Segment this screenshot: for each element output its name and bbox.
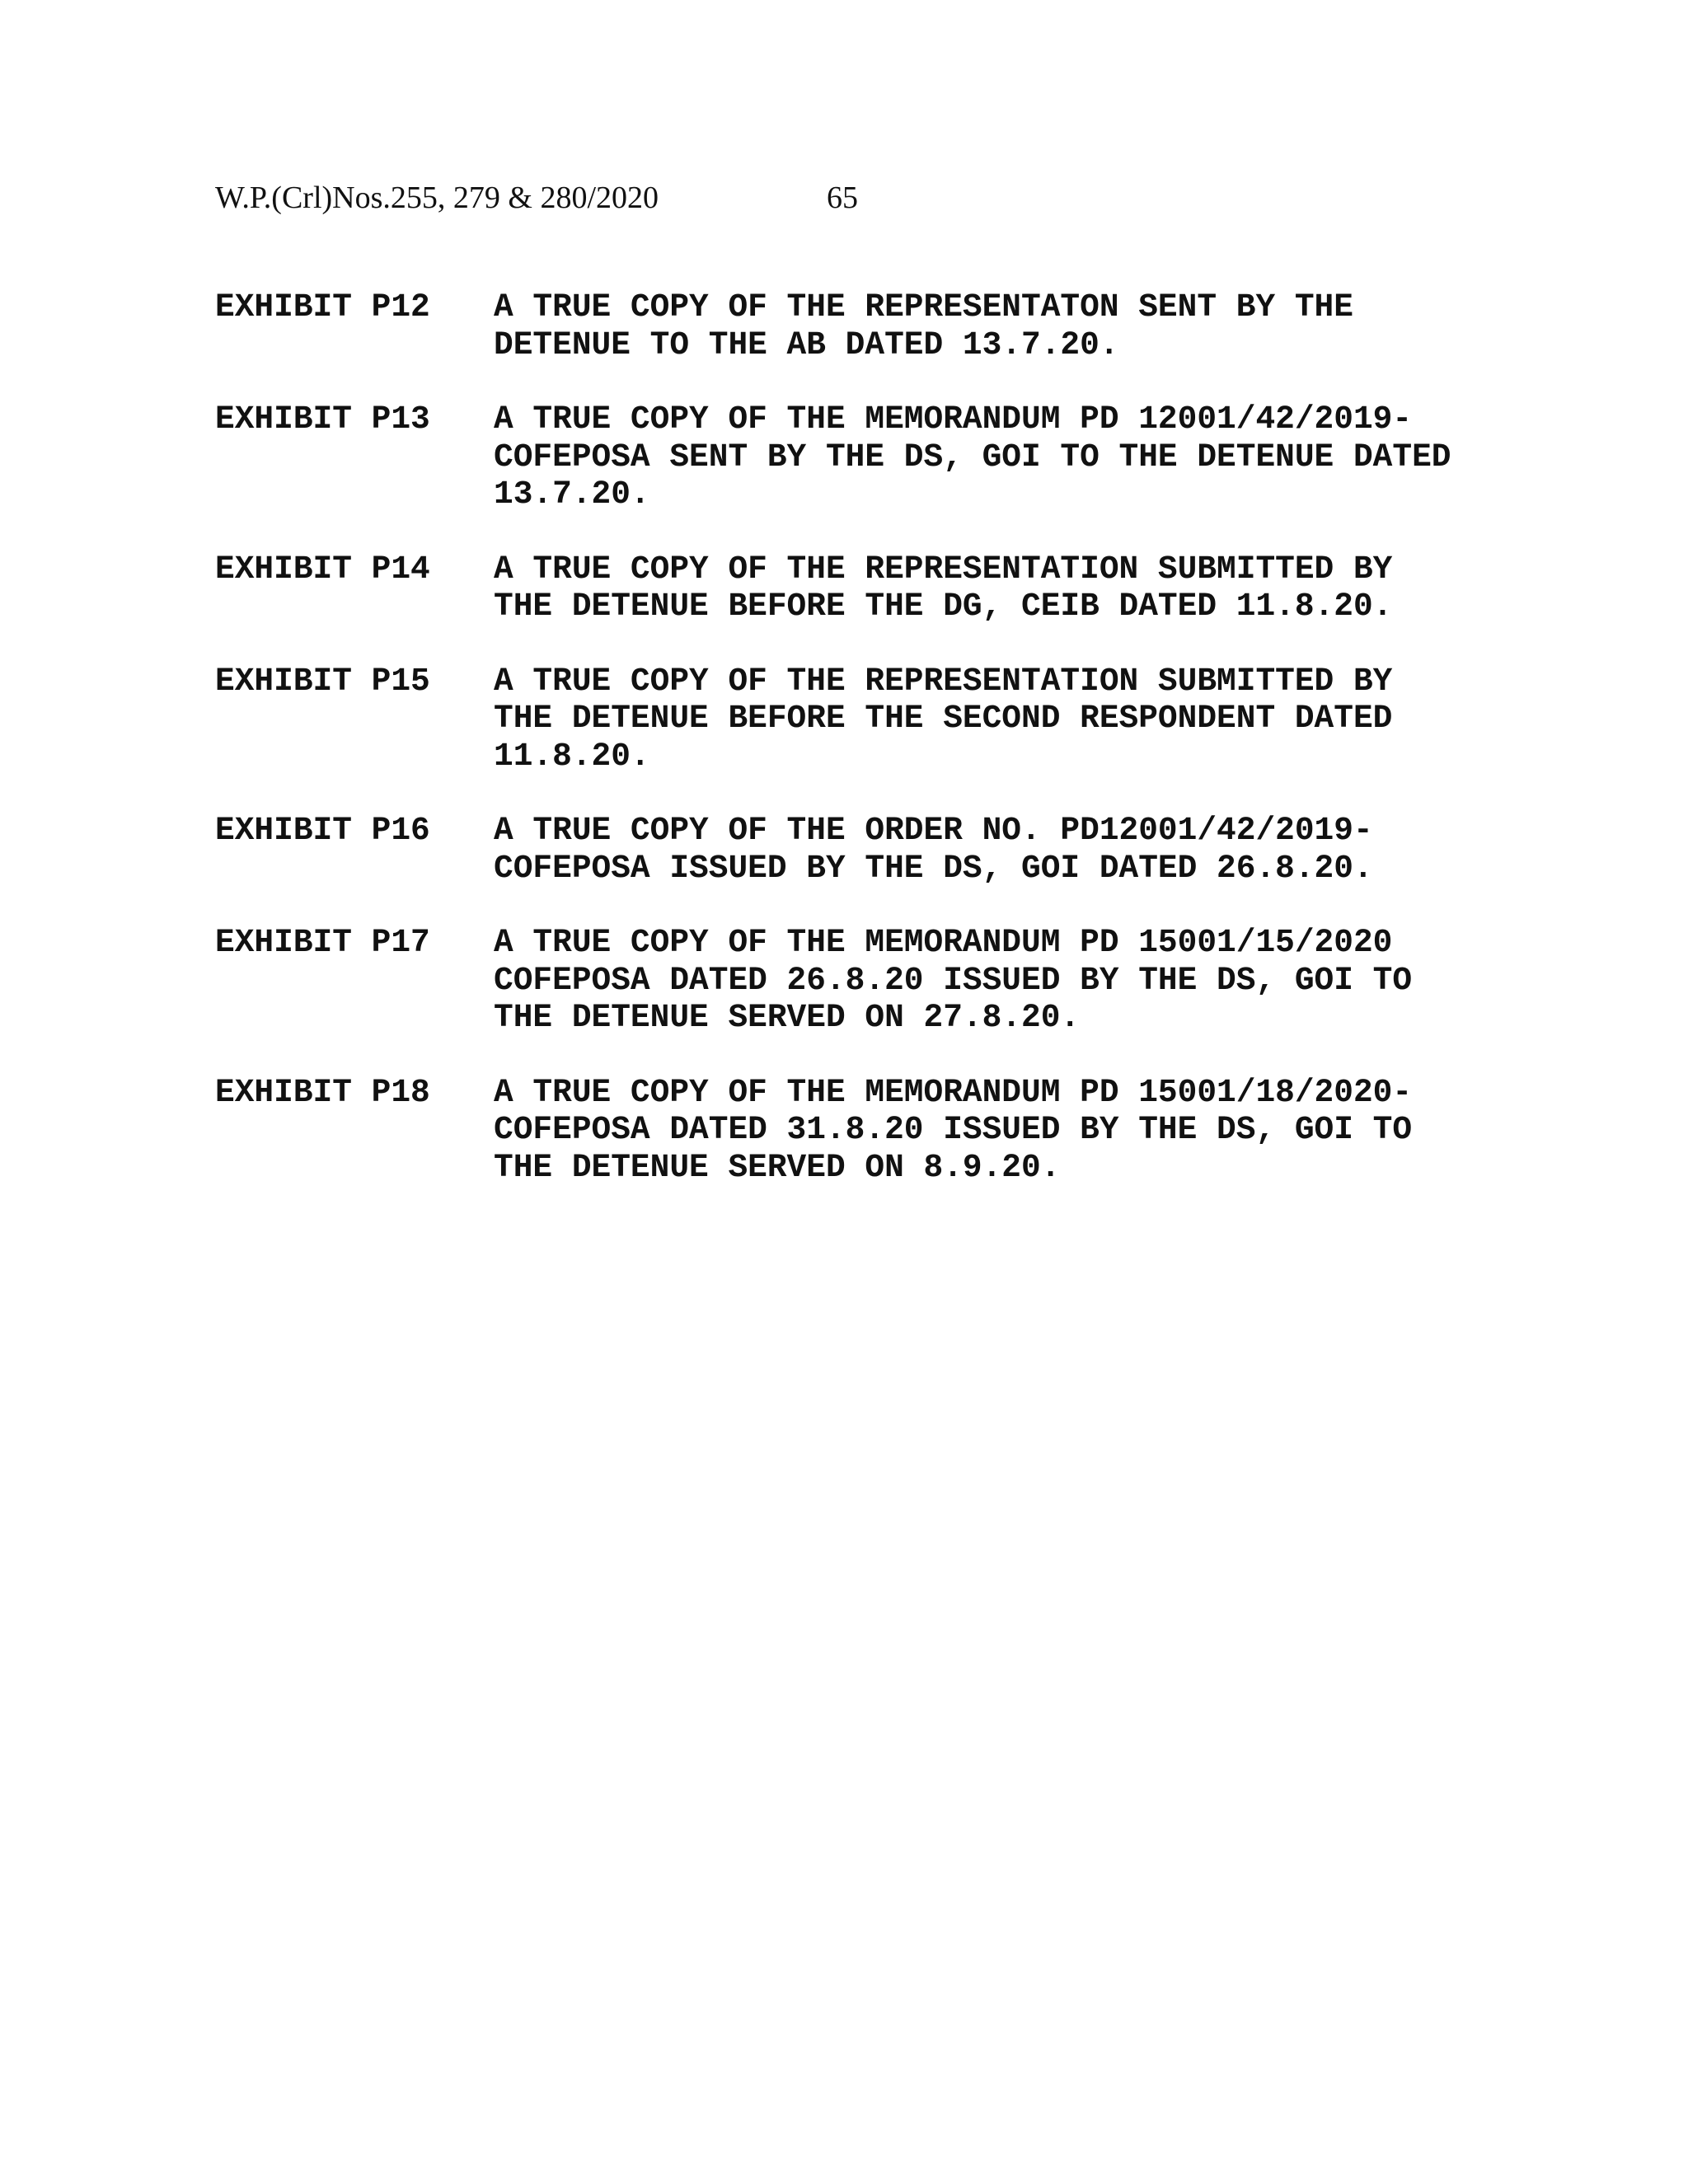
exhibit-entry [215,924,1501,1037]
exhibit-description [494,401,1501,513]
exhibit-label: EXHIBIT P13 [215,401,430,438]
exhibit-description-line: A TRUE COPY OF THE REPRESENTATION SUBMITTED BY [494,550,1393,588]
exhibit-description-line: THE DETENUE BEFORE THE SECOND RESPONDENT DATED [494,700,1393,737]
exhibit-description [494,288,1501,363]
exhibit-description-line: THE DETENUE SERVED ON 8.9.20. [494,1148,1061,1186]
exhibit-description-line: A TRUE COPY OF THE MEMORANDUM PD 15001/18/2020- [494,1073,1413,1111]
exhibit-entry [215,1074,1501,1187]
exhibit-description-line: A TRUE COPY OF THE REPRESENTATON SENT BY THE [494,288,1353,326]
exhibit-label: EXHIBIT P18 [215,1073,430,1111]
exhibit-label: EXHIBIT P15 [215,662,430,700]
exhibit-description-line: THE DETENUE SERVED ON 27.8.20. [494,999,1081,1036]
exhibit-description-line: COFEPOSA DATED 26.8.20 ISSUED BY THE DS, GOI TO [494,961,1413,999]
exhibit-description-line: 13.7.20. [494,476,650,513]
exhibit-label: EXHIBIT P17 [215,924,430,961]
exhibit-description-line: A TRUE COPY OF THE MEMORANDUM PD 12001/42/2019- [494,401,1413,438]
exhibit-entry [215,401,1501,513]
exhibit-description-line: COFEPOSA DATED 31.8.20 ISSUED BY THE DS, GOI TO [494,1111,1413,1148]
exhibit-list [215,288,1501,1223]
exhibit-description-line: COFEPOSA ISSUED BY THE DS, GOI DATED 26.8.20. [494,849,1373,887]
exhibit-description-line: 11.8.20. [494,737,650,775]
exhibit-entry [215,663,1501,776]
exhibit-description-line: COFEPOSA SENT BY THE DS, GOI TO THE DETENUE DATED [494,438,1451,476]
exhibit-entry [215,288,1501,363]
exhibit-entry [215,812,1501,887]
exhibit-description-line: A TRUE COPY OF THE ORDER NO. PD12001/42/2019- [494,812,1373,849]
exhibit-description [494,812,1501,887]
exhibit-description-line: A TRUE COPY OF THE MEMORANDUM PD 15001/15/2020 [494,924,1393,961]
exhibit-description-line: THE DETENUE BEFORE THE DG, CEIB DATED 11.8.20. [494,588,1393,625]
exhibit-description [494,551,1501,626]
page-header [215,175,957,221]
page-number: 65 [827,180,858,215]
exhibit-description-line: DETENUE TO THE AB DATED 13.7.20. [494,326,1119,363]
exhibit-label: EXHIBIT P12 [215,288,430,326]
exhibit-label: EXHIBIT P16 [215,812,430,849]
case-number: W.P.(Crl)Nos.255, 279 & 280/2020 [215,180,659,215]
exhibit-label: EXHIBIT P14 [215,550,430,588]
exhibit-entry [215,551,1501,626]
exhibit-description [494,924,1501,1037]
exhibit-description-line: A TRUE COPY OF THE REPRESENTATION SUBMITTED BY [494,662,1393,700]
exhibit-description [494,1074,1501,1187]
exhibit-description [494,663,1501,776]
